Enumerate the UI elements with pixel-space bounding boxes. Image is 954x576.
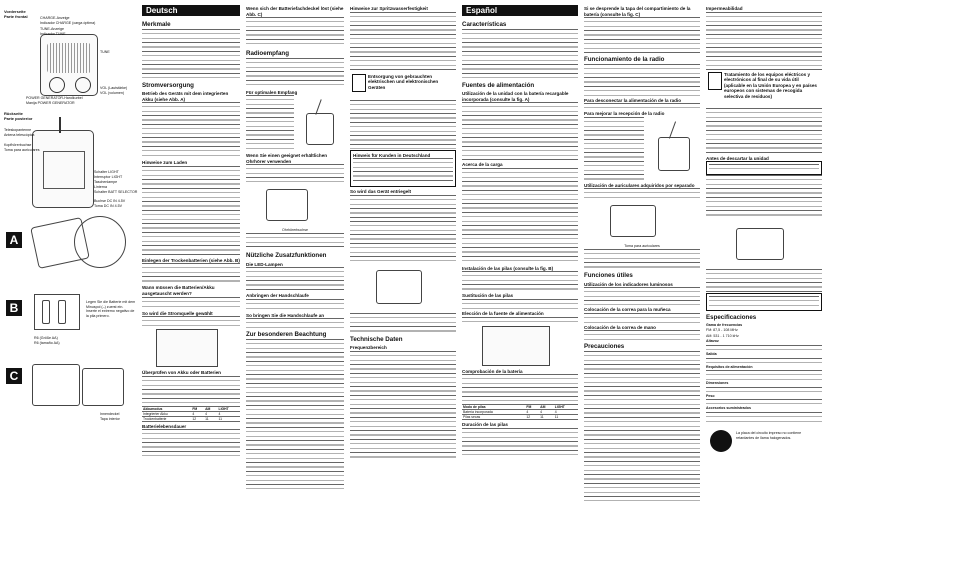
label-tune-ind: TUNE-Anzeige Indicador TUNE <box>40 27 66 36</box>
weee-bin-icon <box>352 74 366 92</box>
vol-dial[interactable] <box>75 77 91 93</box>
utiliz-heading: Utilización de la unidad con la batería recargable incorporada (consulte la fig. A) <box>462 91 569 102</box>
antenna[interactable] <box>59 117 61 133</box>
speaker-grille <box>47 43 91 73</box>
label-vol: VOL (Lautstärke) VOL (volumen) <box>100 86 128 95</box>
r6-label: R6 (Größe AA) R6 (tamaño AA) <box>34 336 60 345</box>
front-title: Vorderseite Parte frontal <box>4 9 28 19</box>
lith-heading: Hinweis für Kunden in Deutschland <box>353 152 431 158</box>
antes-heading: Antes de descartar la unidad <box>706 155 769 161</box>
so-sinkt-heading: So wird das Gerät entriegelt <box>350 189 412 195</box>
back-label-headphone: Kopfhörerbuchse Toma para auriculares <box>4 143 40 152</box>
eco-note: La placa del circuito impreso no contiene retardantes de llama halogenados. <box>736 431 802 440</box>
back-label-torch: Taschenlampe Linterna <box>94 180 118 189</box>
ohr-heading: Wenn Sie einen geeignet erhältlichen Ohrhörer verwenden <box>246 153 328 164</box>
earphone-label: Ohrhörerbuchse <box>282 228 308 233</box>
schlaufe-heading: Anbringen der Handschlaufe <box>246 293 309 299</box>
battery-insert-note: Legen Sie die Batterie mit dem Minuspol (–) zuerst ein. Inserte el extremo negativo de la pila primero. <box>86 300 136 318</box>
label-tune: TUNE <box>100 50 110 54</box>
acerca-heading: Acerca de la carga <box>462 162 503 168</box>
nuetz-heading: Nützliche Zusatzfunktionen <box>246 252 327 260</box>
batterie-heading: Batterielebensdauer <box>142 423 187 429</box>
section-b-marker: B <box>6 300 22 316</box>
espec-heading: Especificaciones <box>706 314 757 322</box>
deutsch-column-3 <box>350 0 456 576</box>
wann-heading: Wann müssen die Batterien/Akku ausgetauscht werden? <box>142 285 215 296</box>
unlock-figure-es <box>730 222 792 266</box>
caract-heading: Características <box>462 21 507 28</box>
led-heading: Die LED-Lampen <box>246 261 283 267</box>
espanol-header: Español <box>462 5 578 16</box>
radio-heading: Radioempfang <box>246 50 289 58</box>
espanol-column-2 <box>584 0 700 576</box>
beacht-heading: Zur besonderen Beachtung <box>246 331 327 339</box>
entsorg-heading: Entsorgung von gebrauchten elektrischen und elektronischen Geräten <box>368 73 439 90</box>
back-view-figure <box>32 130 94 208</box>
antes-box <box>706 161 822 175</box>
inner-lid-label: Innendeckel Tapa interior <box>100 412 120 421</box>
sust-heading: Sustitución de las pilas <box>462 293 514 299</box>
einlegen-heading: Einlegen der Trockenbatterien (siehe Abb. B) <box>142 257 240 263</box>
spec-line-1: FM: 87,5 - 108 MHz <box>706 328 738 333</box>
spec-line-5: Requisitos de alimentación <box>706 364 753 369</box>
spec-line-3: Altavoz <box>706 339 719 344</box>
spec-line-2: AM: 531 - 1 710 kHz <box>706 333 739 338</box>
weee-bin-icon-es <box>708 72 722 90</box>
desact-heading: Para desconectar la alimentación de la radio <box>584 97 682 103</box>
duracion-heading: Duración de las pilas <box>462 422 508 428</box>
figure-a <box>30 214 134 276</box>
battery-cover[interactable] <box>43 151 85 189</box>
batt-selector-figure-es <box>482 326 550 366</box>
spec-line-7: Peso <box>706 393 715 398</box>
optimal-heading: Für optimalen Empfang <box>246 89 298 95</box>
espanol-column-1 <box>462 0 578 576</box>
spec-line-4: Salida <box>706 352 717 357</box>
back-label-antenna: Teleskopantenne Antena telescópica <box>4 128 35 137</box>
back-label-dcin: Buchse DC IN 4.5V Toma DC IN 4.5V <box>94 199 126 208</box>
func-radio-heading: Funcionamiento de la radio <box>584 56 665 64</box>
deutsch-header: Deutsch <box>142 5 240 16</box>
hinweise-laden-heading: Hinweise zum Laden <box>142 160 188 166</box>
deutsch-column-2 <box>246 0 344 576</box>
earphone-figure <box>256 185 326 225</box>
ueberpruefen-heading: Überprüfen von Akku oder Batterien <box>142 370 221 376</box>
front-view-figure <box>40 34 98 96</box>
batt-selector-figure <box>156 329 218 367</box>
spec-line-6: Dimensiones <box>706 381 729 386</box>
figure-panel <box>0 0 138 576</box>
back-label-light: Schalter LIGHT Interruptor LIGHT <box>94 170 123 179</box>
tune-dial[interactable] <box>49 77 65 93</box>
utiles-heading: Funciones útiles <box>584 272 633 280</box>
back-title: Rückseite Parte posterior <box>4 111 33 121</box>
figure-b <box>30 290 84 334</box>
eco-logo-icon <box>710 430 732 452</box>
strom-heading: Stromversorgung <box>142 81 194 89</box>
auric-heading: Utilización de auriculares adquiridos por separado <box>584 182 695 188</box>
spec-line-8: Accesorios suministrados <box>706 406 751 411</box>
headphone-label: Toma para auriculares <box>624 244 660 249</box>
back-label-batt-sel: Schalter BATT SELECTOR <box>94 190 138 194</box>
como-heading: Colocación de la correa de mano <box>584 324 656 330</box>
spritz-heading: Hinweise zur Spritzwasserfestigkeit <box>350 6 428 11</box>
fuentes-heading: Fuentes de alimentación <box>462 81 535 89</box>
instal-heading: Instalación de las pilas (consulte la fig. B) <box>462 265 554 271</box>
spec-line-0: Gama de frecuencias <box>706 322 743 327</box>
battery-life-table-de: Akkumodus FM AM LIGHT Integrierter Akku 4 4 4 Trockenbatterie 12 11 11 <box>142 406 240 422</box>
comprob-heading: Comprobación de la batería <box>462 368 523 374</box>
tech-heading: Technische Daten <box>350 335 403 343</box>
section-c-marker: C <box>6 368 22 384</box>
headphone-figure <box>598 201 678 241</box>
luz-heading: Utilización de los indicadores luminosos <box>584 281 673 287</box>
precauc-heading: Precauciones <box>584 343 625 351</box>
espanol-column-3 <box>706 0 822 576</box>
mejorar-heading: Para mejorar la recepción de la radio <box>584 111 665 117</box>
antenna-figure-es <box>650 121 696 173</box>
label-power-gen: POWER GENERATOR-Handkurbel Manija POWER GENERATOR <box>26 96 83 105</box>
correa-heading: Colocación de la correa para la muñeca <box>584 307 671 313</box>
imperm-heading: Impermeabilidad <box>706 6 743 11</box>
lithium-box <box>350 150 456 188</box>
section-a-marker: A <box>6 232 22 248</box>
wenn-deckel-heading: Wenn sich der Batteriefachdeckel löst (siehe Abb. C) <box>246 6 344 17</box>
elec-heading: Elección de la fuente de alimentación <box>462 310 544 316</box>
betrieb-heading: Betrieb des Geräts mit dem integrierten Akku (siehe Abb. A) <box>142 91 229 102</box>
tapa-heading: Si se desprende la tapa del compartimiento de la batería (consulte la fig. C) <box>584 6 691 17</box>
so-wird-heading: So wird die Stromquelle gewählt <box>142 310 213 316</box>
battery-life-table-es: Modo de pilas FM AM LIGHT Batería incorporada 4 4 4 Pilas secas 12 11 11 <box>462 404 578 420</box>
es-warning-box <box>706 293 822 311</box>
tratam-heading: Tratamiento de los equipos eléctricos y electrónicos al final de su vida útil (aplicable en la Unión Europea y en países europeos con sistemas de recogida selectiva de residuos) <box>724 71 817 99</box>
label-charge: CHARGE-Anzeige Indicador CHARGE (carga óptima) <box>40 16 96 25</box>
deutsch-column-1 <box>142 0 240 576</box>
trage-heading: So bringen Sie die Handschlaufe an <box>246 312 325 318</box>
tech-sub-heading: Frequenzbereich <box>350 345 387 351</box>
unlock-figure <box>370 264 430 310</box>
merkmale-heading: Merkmale <box>142 21 171 28</box>
antenna-figure <box>300 99 340 145</box>
